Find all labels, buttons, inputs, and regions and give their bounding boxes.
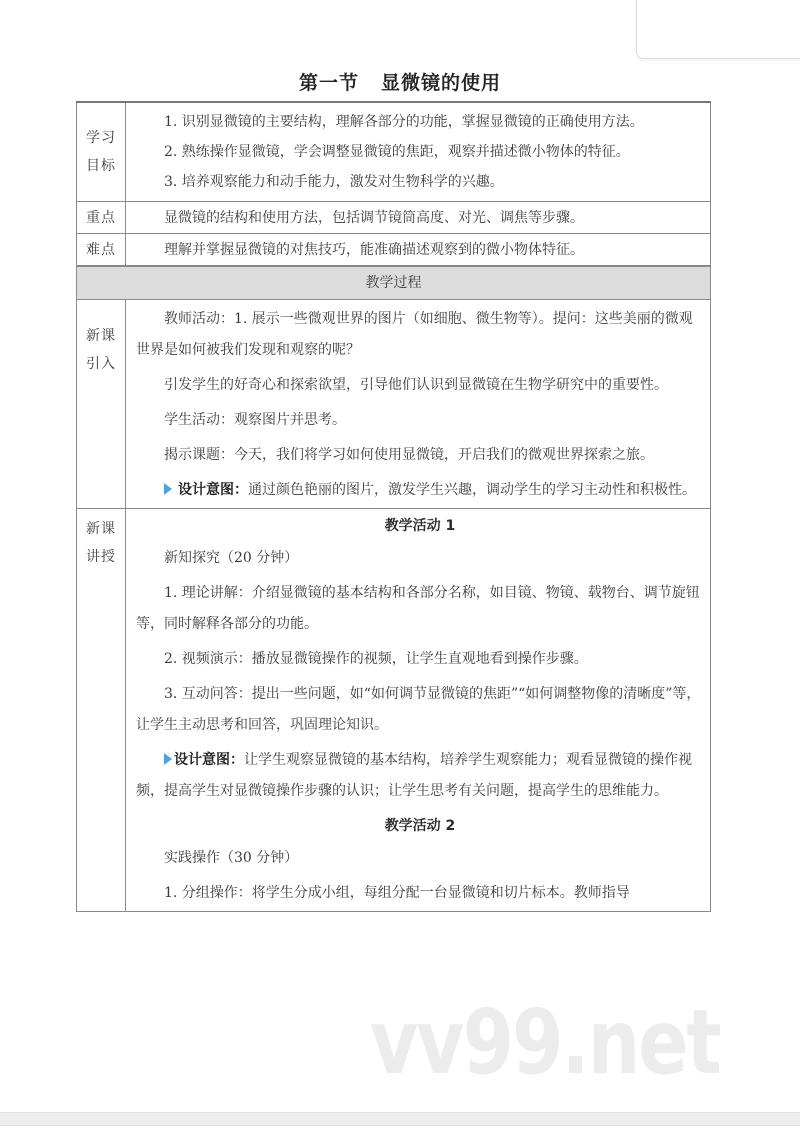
design-intent-text: 让学生观察显微镜的基本结构，培养学生观察能力；观看显微镜的操作视频，提高学生对显微镜操作步骤的认识；让学生思考有关问题，提高学生的思维能力。: [136, 752, 692, 799]
objectives-label: [77, 102, 126, 202]
difficulties-line: 理解并掌握显微镜的对焦技巧，能准确描述观察到的微小物体特征。: [164, 241, 584, 258]
label-line: 讲授: [86, 549, 116, 565]
intro-row: [77, 300, 711, 509]
triangle-marker-icon: [164, 753, 172, 765]
activity1-item: 3. 互动问答：提出一些问题，如“如何调节显微镜的焦距”“如何调整物像的清晰度”等，让学生主动思考和回答，巩固理论知识。: [136, 686, 701, 733]
label-line: 新课: [86, 328, 116, 344]
design-intent-label: 设计意图：: [178, 482, 248, 498]
lecture-row: [77, 509, 711, 912]
label-line: 新课: [86, 521, 116, 537]
process-header-row: [77, 266, 711, 300]
corner-card: [636, 0, 800, 59]
intro-paragraph: 揭示课题：今天，我们将学习如何使用显微镜，开启我们的微观世界探索之旅。: [164, 447, 654, 463]
key-points-text: [126, 202, 711, 234]
activity1-design-intent: [136, 745, 704, 807]
activity2-title: 教学活动 2: [384, 818, 456, 834]
intro-paragraph: 引发学生的好奇心和探索欲望，引导他们认识到显微镜在生物学研究中的重要性。: [164, 377, 668, 393]
activity2-item: 1. 分组操作：将学生分成小组，每组分配一台显微镜和切片标本。教师指导: [164, 885, 630, 901]
difficulties-row: [77, 234, 711, 267]
key-points-line: 显微镜的结构和使用方法，包括调节镜筒高度、对光、调焦等步骤。: [164, 209, 584, 226]
label-line: 目标: [86, 158, 116, 174]
objectives-content: [126, 102, 711, 202]
watermark: vv99.net: [370, 991, 720, 1095]
label-line: 学习: [86, 130, 116, 146]
intro-paragraph: 教师活动：1. 展示一些微观世界的图片（如细胞、微生物等）。提问：这些美丽的微观世界是如何被我们发现和观察的呢？: [136, 311, 693, 358]
objective-item: 1. 识别显微镜的主要结构，理解各部分的功能，掌握显微镜的正确使用方法。: [164, 114, 644, 130]
key-points-label: 重点: [77, 202, 126, 234]
process-header: 教学过程: [77, 266, 711, 300]
page-separator: [0, 1112, 800, 1126]
design-intent-text: 通过颜色艳丽的图片，激发学生兴趣，调动学生的学习主动性和积极性。: [248, 482, 696, 498]
activity2-subtitle: 实践操作（30 分钟）: [164, 850, 299, 866]
activity1-item: 1. 理论讲解：介绍显微镜的基本结构和各部分名称，如目镜、物镜、载物台、调节旋钮等，同时解释各部分的功能。: [136, 585, 700, 632]
section-number: 第一节: [298, 72, 359, 94]
objectives-row: [77, 102, 711, 202]
activity1-item: 2. 视频演示：播放显微镜操作的视频，让学生直观地看到操作步骤。: [164, 651, 588, 667]
activity1-title: 教学活动 1: [384, 518, 456, 534]
objective-item: 2. 熟练操作显微镜，学会调整显微镜的焦距，观察并描述微小物体的特征。: [164, 144, 630, 160]
page-title: [0, 68, 800, 95]
lecture-content: [126, 509, 711, 912]
section-title: 显微镜的使用: [381, 72, 502, 94]
label-line: 引入: [86, 356, 116, 372]
key-points-row: [77, 202, 711, 234]
lesson-plan-table: [76, 101, 711, 912]
difficulties-text: [126, 234, 711, 267]
intro-paragraph: 学生活动：观察图片并思考。: [164, 412, 346, 428]
triangle-marker-icon: [164, 483, 172, 495]
difficulties-label: 难点: [77, 234, 126, 267]
design-intent-label: 设计意图：: [174, 752, 244, 768]
lecture-label: [77, 509, 126, 912]
intro-content: [126, 300, 711, 509]
intro-label: [77, 300, 126, 509]
intro-design-intent: [136, 475, 704, 506]
activity1-subtitle: 新知探究（20 分钟）: [164, 550, 299, 566]
objective-item: 3. 培养观察能力和动手能力，激发对生物科学的兴趣。: [164, 174, 504, 190]
